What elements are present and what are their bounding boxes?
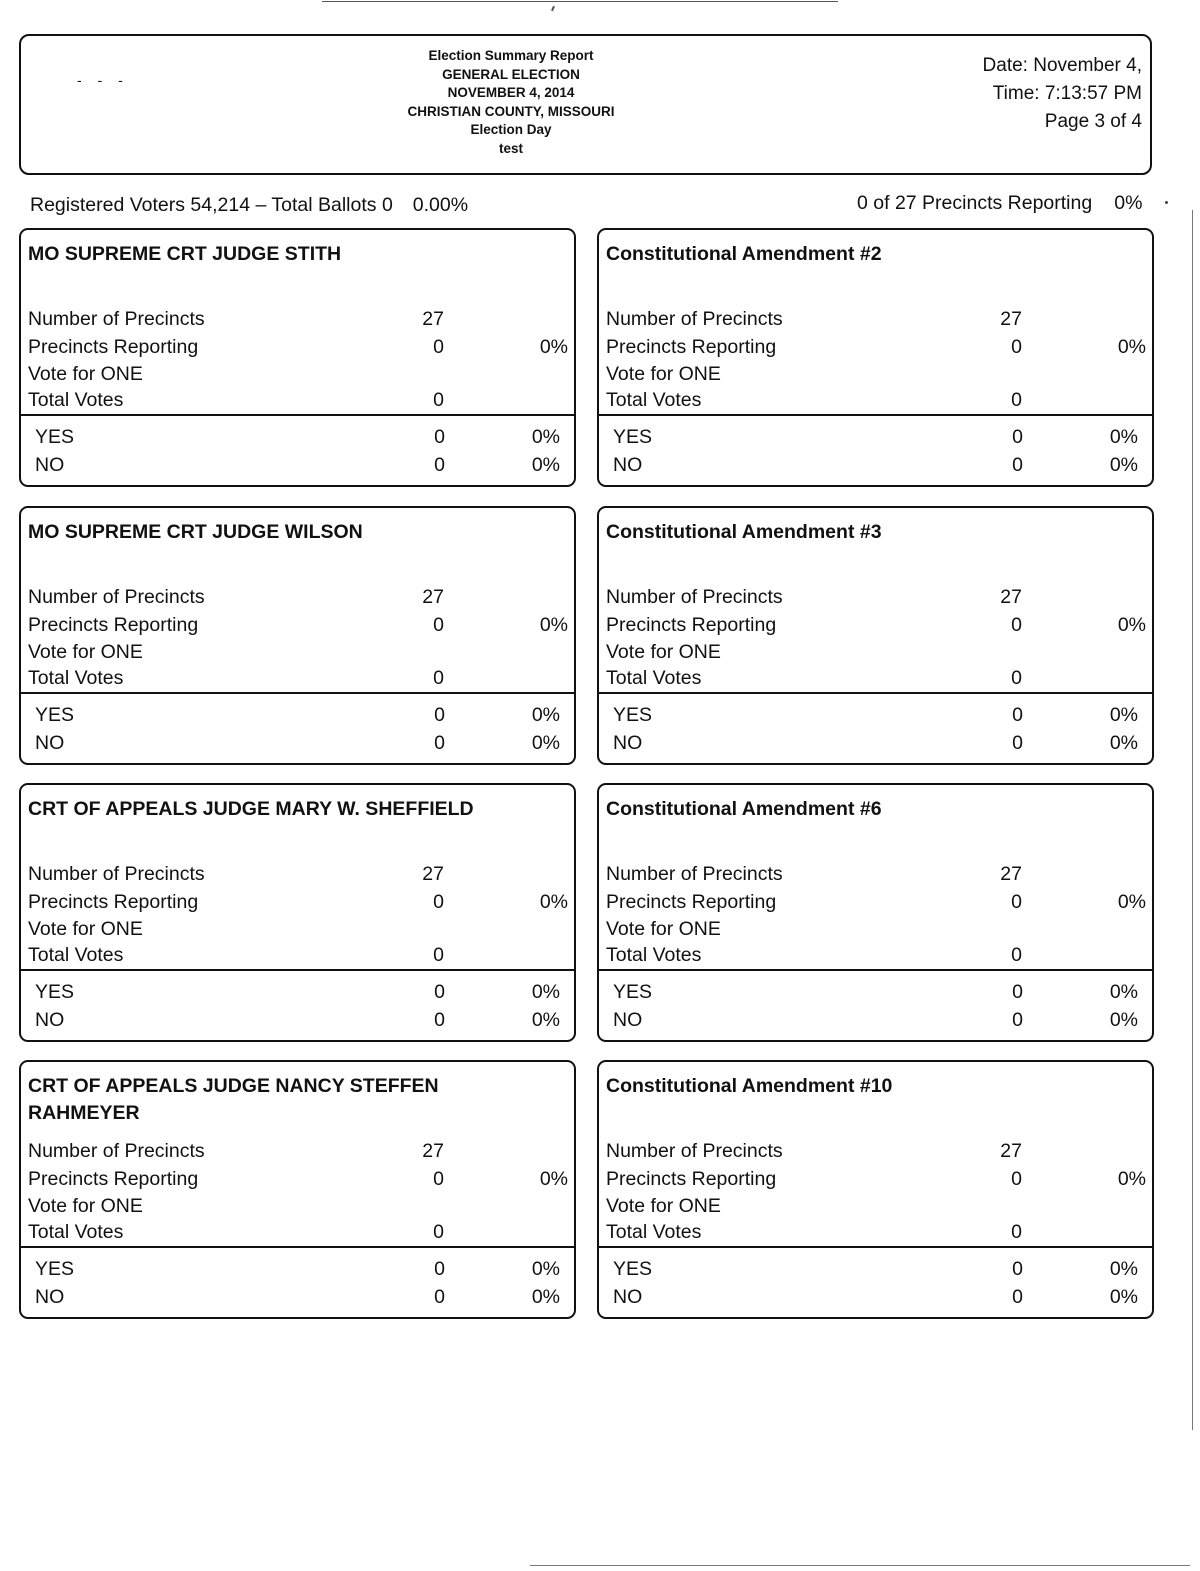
stat-percent: 0% [539,336,568,358]
race-stat-row [606,361,1146,387]
stat-label: Precincts Reporting [28,891,199,913]
stat-percent: 0% [1117,1168,1146,1190]
race-box [597,228,1154,487]
choice-row [35,1006,560,1034]
page-number: Page 3 of 4 [1044,111,1142,132]
choice-row [613,701,1138,729]
choice-row [35,701,560,729]
race-stat-row [28,584,568,610]
choice-row [35,1283,560,1311]
race-stat-row [606,916,1146,942]
choice-row [35,451,560,479]
header-marks: - - - [77,72,129,88]
race-stat-row [606,1193,1146,1219]
stat-value: 0 [433,1221,444,1243]
stat-label: Total Votes [28,1221,124,1243]
stat-value: 27 [422,863,444,885]
race-divider [599,969,1152,971]
choice-row [613,1006,1138,1034]
stat-label: Vote for ONE [606,363,721,385]
report-header [19,34,1152,175]
stat-value: 0 [433,667,444,689]
race-divider [599,1246,1152,1248]
race-stat-row [28,1138,568,1164]
precincts-reporting-text: 0 of 27 Precincts Reporting [857,192,1093,214]
race-stat-row [606,889,1146,915]
stat-label: Number of Precincts [606,863,783,885]
race-divider [599,692,1152,694]
race-box [19,1060,576,1319]
race-stat-row [28,942,568,968]
stat-label: Vote for ONE [28,363,143,385]
stat-percent: 0% [539,614,568,636]
stat-label: Precincts Reporting [606,614,777,636]
stat-label: Precincts Reporting [606,891,777,913]
choice-percent: 0% [1109,1009,1138,1031]
stat-value: 0 [433,944,444,966]
race-stat-row [28,612,568,638]
report-title: Election Summary Report [428,48,594,63]
race-stat-row [28,665,568,691]
stat-value: 27 [1000,586,1022,608]
stat-label: Number of Precincts [606,308,783,330]
race-title: MO SUPREME CRT JUDGE STITH [28,243,342,265]
stat-value: 27 [1000,308,1022,330]
stat-percent: 0% [539,891,568,913]
choice-label: YES [613,704,653,726]
race-title: CRT OF APPEALS JUDGE NANCY STEFFEN RAHMEYER [28,1075,439,1124]
stat-value: 0 [1011,336,1022,358]
race-stat-row [28,334,568,360]
election-name: GENERAL ELECTION [442,66,580,82]
choice-row [613,729,1138,757]
precincts-summary [857,192,1142,215]
race-title: Constitutional Amendment #10 [606,1075,893,1097]
race-box [19,506,576,765]
stat-value: 0 [1011,1168,1022,1190]
stat-label: Number of Precincts [28,586,205,608]
stat-value: 27 [422,1140,444,1162]
choice-percent: 0% [1109,454,1138,476]
race-stat-row [28,306,568,332]
race-stat-row [606,584,1146,610]
precincts-reporting-percent: 0% [1114,192,1143,214]
race-stat-row [606,639,1146,665]
race-stat-row [606,306,1146,332]
choice-label: NO [35,1009,65,1031]
choice-percent: 0% [1109,704,1138,726]
race-box [19,228,576,487]
choice-label: NO [613,1286,643,1308]
choice-label: NO [613,1009,643,1031]
stat-label: Number of Precincts [606,1140,783,1162]
choice-votes: 0 [434,454,445,476]
stat-value: 0 [433,891,444,913]
scan-edge-top [322,1,838,2]
report-note: test [498,140,523,156]
stat-value: 0 [433,336,444,358]
stat-label: Total Votes [28,944,124,966]
choice-label: YES [35,1258,75,1280]
choice-row [35,978,560,1006]
race-stat-row [606,1138,1146,1164]
race-title: Constitutional Amendment #3 [606,521,882,543]
race-stat-row [28,361,568,387]
stat-percent: 0% [539,1168,568,1190]
race-stat-row [28,1193,568,1219]
race-stat-row [606,861,1146,887]
stat-label: Precincts Reporting [28,614,199,636]
choice-label: NO [35,454,65,476]
race-box [597,506,1154,765]
choice-votes: 0 [1012,1286,1023,1308]
choice-label: YES [613,1258,653,1280]
race-box [19,783,576,1042]
stat-value: 0 [433,389,444,411]
stat-value: 0 [1011,891,1022,913]
registered-voters-summary [30,194,468,217]
choice-label: NO [613,732,643,754]
stat-label: Vote for ONE [606,1195,721,1217]
choice-label: YES [35,704,75,726]
stat-value: 0 [1011,667,1022,689]
choice-row [613,423,1138,451]
race-stat-row [28,916,568,942]
race-stat-row [28,1166,568,1192]
choice-percent: 0% [531,1258,560,1280]
stat-value: 0 [1011,389,1022,411]
race-stat-row [606,387,1146,413]
choice-percent: 0% [531,704,560,726]
stat-percent: 0% [1117,336,1146,358]
choice-percent: 0% [531,1286,560,1308]
stat-label: Total Votes [28,667,124,689]
scan-edge-bottom [530,1565,1190,1566]
choice-votes: 0 [1012,1009,1023,1031]
choice-row [613,1255,1138,1283]
choice-percent: 0% [531,1009,560,1031]
choice-votes: 0 [434,426,445,448]
stat-label: Total Votes [606,389,702,411]
choice-votes: 0 [434,704,445,726]
stat-label: Total Votes [606,944,702,966]
stat-label: Total Votes [606,667,702,689]
report-scope: Election Day [470,122,552,138]
stat-label: Number of Precincts [606,586,783,608]
race-divider [599,414,1152,416]
election-date: NOVEMBER 4, 2014 [447,85,575,101]
report-date: Date: November 4, [982,55,1142,76]
stat-value: 27 [422,308,444,330]
stat-value: 0 [1011,944,1022,966]
choice-percent: 0% [531,454,560,476]
scan-edge-right [1192,210,1193,1430]
choice-percent: 0% [1109,1258,1138,1280]
stat-label: Total Votes [28,389,124,411]
report-meta [983,52,1142,136]
race-stat-row [606,334,1146,360]
choice-votes: 0 [434,732,445,754]
stat-label: Vote for ONE [28,1195,143,1217]
race-stat-row [606,1219,1146,1245]
choice-label: YES [613,981,653,1003]
race-title: Constitutional Amendment #2 [606,243,882,265]
choice-label: YES [35,981,75,1003]
stat-label: Number of Precincts [28,308,205,330]
choice-label: NO [35,732,65,754]
choice-votes: 0 [1012,732,1023,754]
stat-label: Precincts Reporting [606,336,777,358]
race-stat-row [28,1219,568,1245]
report-time: Time: 7:13:57 PM [992,83,1142,104]
stat-label: Number of Precincts [28,1140,205,1162]
choice-label: YES [35,426,75,448]
choice-row [613,1283,1138,1311]
choice-label: NO [35,1286,65,1308]
scan-dot [1165,201,1168,204]
choice-row [35,729,560,757]
choice-votes: 0 [434,1286,445,1308]
stat-value: 27 [422,586,444,608]
race-stat-row [28,639,568,665]
stat-label: Precincts Reporting [606,1168,777,1190]
race-title: MO SUPREME CRT JUDGE WILSON [28,521,363,543]
stat-value: 27 [1000,863,1022,885]
choice-votes: 0 [1012,704,1023,726]
choice-percent: 0% [1109,981,1138,1003]
race-box [597,1060,1154,1319]
choice-votes: 0 [1012,981,1023,1003]
race-stat-row [606,942,1146,968]
choice-percent: 0% [1109,426,1138,448]
stat-label: Vote for ONE [28,641,143,663]
stat-label: Number of Precincts [28,863,205,885]
choice-votes: 0 [1012,1258,1023,1280]
stat-value: 0 [433,1168,444,1190]
race-stat-row [28,889,568,915]
race-divider [21,692,574,694]
choice-percent: 0% [531,426,560,448]
choice-row [613,451,1138,479]
stat-value: 0 [433,614,444,636]
stat-label: Vote for ONE [28,918,143,940]
choice-votes: 0 [434,981,445,1003]
choice-percent: 0% [531,981,560,1003]
registered-voters-text: Registered Voters 54,214 – Total Ballots 0 [30,194,393,216]
choice-row [35,423,560,451]
choice-percent: 0% [1109,732,1138,754]
race-stat-row [606,1166,1146,1192]
stat-value: 0 [1011,614,1022,636]
race-stat-row [606,665,1146,691]
stat-label: Precincts Reporting [28,1168,199,1190]
choice-label: YES [613,426,653,448]
race-divider [21,414,574,416]
choice-percent: 0% [1109,1286,1138,1308]
race-stat-row [28,387,568,413]
choice-percent: 0% [531,732,560,754]
scan-mark [551,6,555,11]
race-stat-row [606,612,1146,638]
race-divider [21,969,574,971]
stat-value: 27 [1000,1140,1022,1162]
race-stat-row [28,861,568,887]
race-divider [21,1246,574,1248]
stat-label: Total Votes [606,1221,702,1243]
race-title: CRT OF APPEALS JUDGE MARY W. SHEFFIELD [28,798,474,820]
jurisdiction: CHRISTIAN COUNTY, MISSOURI [407,103,615,119]
stat-percent: 0% [1117,891,1146,913]
race-title: Constitutional Amendment #6 [606,798,882,820]
stat-label: Precincts Reporting [28,336,199,358]
choice-votes: 0 [1012,454,1023,476]
stat-percent: 0% [1117,614,1146,636]
choice-votes: 0 [434,1258,445,1280]
stat-label: Vote for ONE [606,641,721,663]
ballots-percent: 0.00% [412,194,469,216]
race-box [597,783,1154,1042]
choice-label: NO [613,454,643,476]
choice-votes: 0 [1012,426,1023,448]
stat-label: Vote for ONE [606,918,721,940]
report-title-block [351,47,671,159]
stat-value: 0 [1011,1221,1022,1243]
choice-votes: 0 [434,1009,445,1031]
choice-row [35,1255,560,1283]
choice-row [613,978,1138,1006]
